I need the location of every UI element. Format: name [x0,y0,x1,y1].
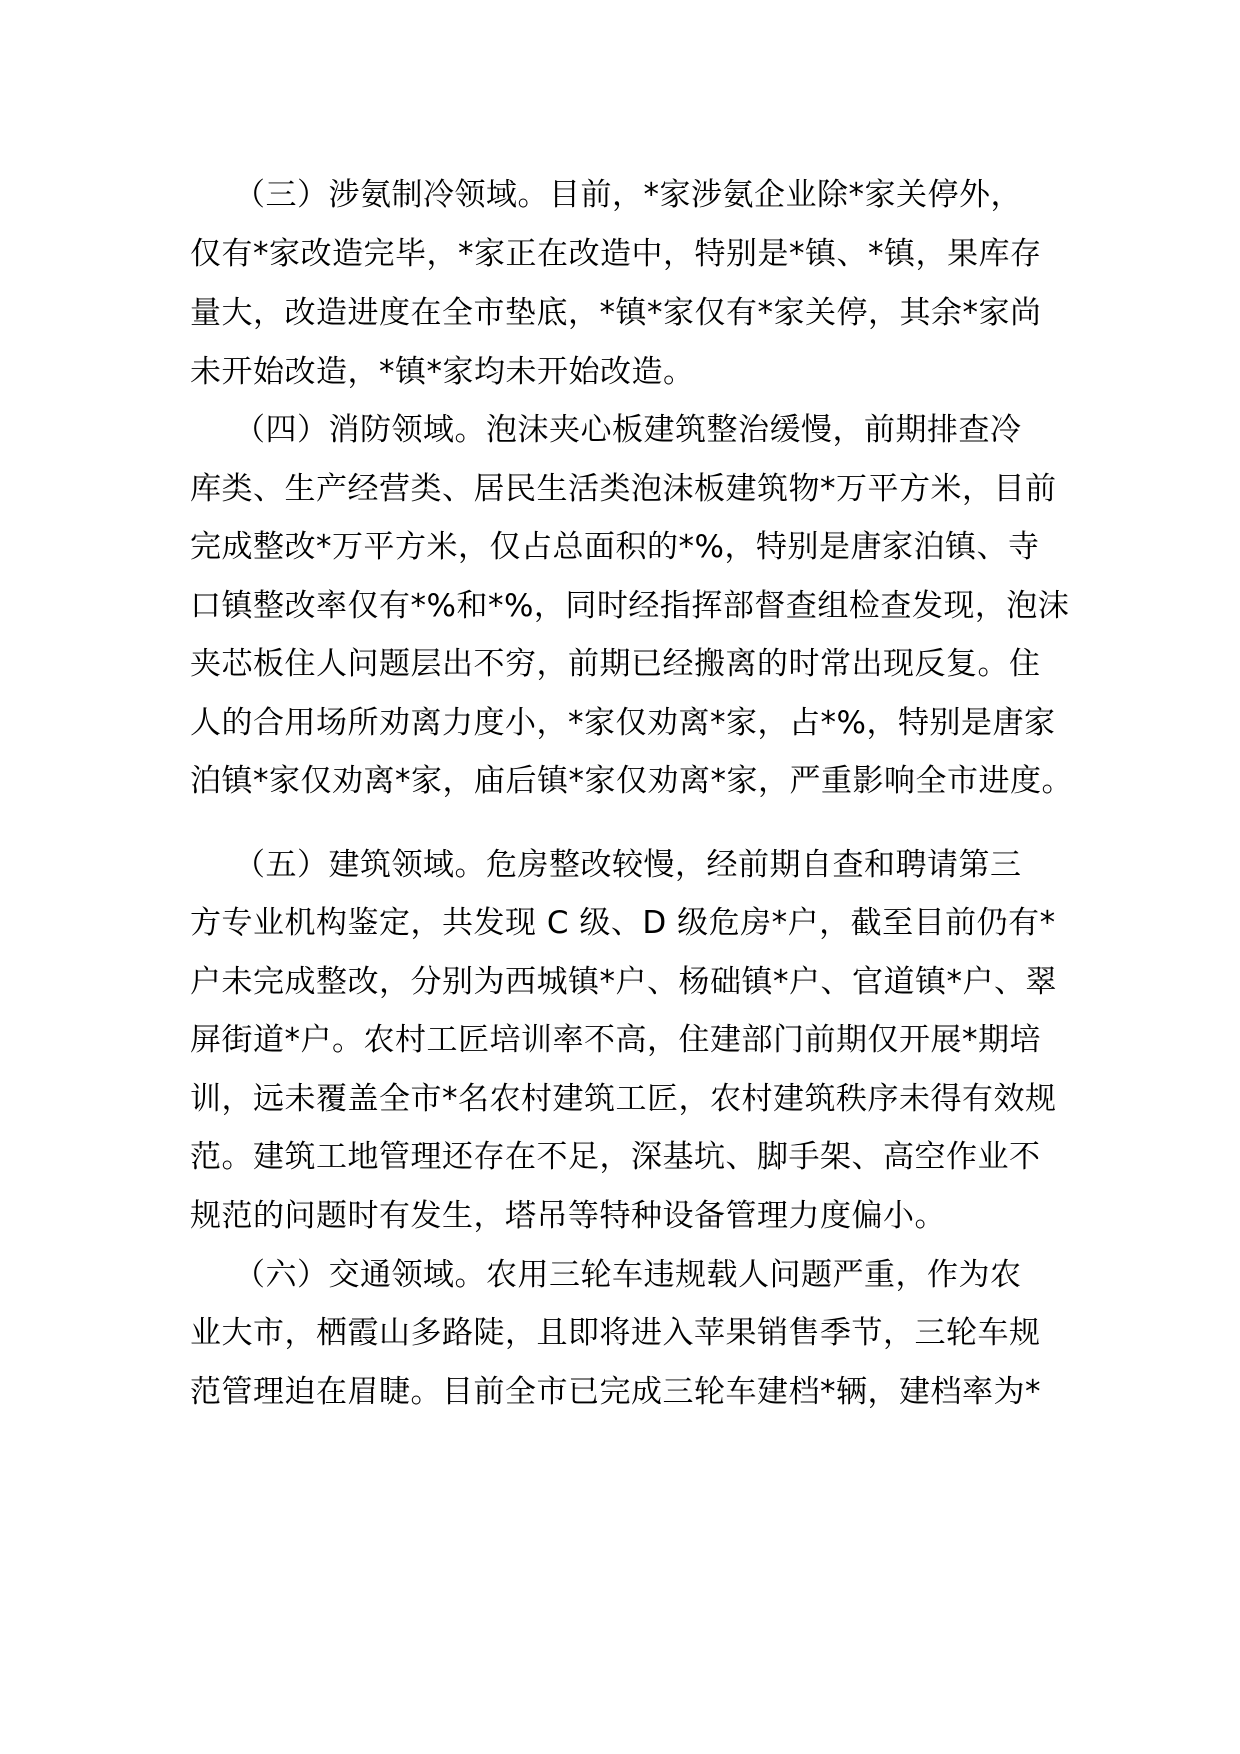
text-line: 方专业机构鉴定，共发现 C 级、D 级危房*户，截至目前仍有* [190,905,1056,941]
text-line: 口镇整改率仅有*%和*%，同时经指挥部督查组检查发现，泡沫 [190,588,1070,624]
text-line: 范。建筑工地管理还存在不足，深基坑、脚手架、高空作业不 [190,1139,1041,1175]
text-line: 户未完成整改，分别为西城镇*户、杨础镇*户、官道镇*户、翠 [190,964,1057,1000]
text-line: 量大，改造进度在全市垫底，*镇*家仅有*家关停，其余*家尚 [190,295,1042,331]
text-line: 库类、生产经营类、居民生活类泡沫板建筑物*万平方米，目前 [190,471,1057,507]
text-line: 夹芯板住人问题层出不穷，前期已经搬离的时常出现反复。住 [190,646,1041,682]
text-line: （四）消防领域。泡沫夹心板建筑整治缓慢，前期排查冷 [234,412,1022,448]
text-line: 范管理迫在眉睫。目前全市已完成三轮车建档*辆，建档率为* [190,1374,1041,1410]
text-line: （六）交通领域。农用三轮车违规载人问题严重，作为农 [234,1257,1022,1293]
text-line: 未开始改造，*镇*家均未开始改造。 [190,354,695,390]
text-line: 业大市，栖霞山多路陡，且即将进入苹果销售季节，三轮车规 [190,1315,1041,1351]
text-line: 训，远未覆盖全市*名农村建筑工匠，农村建筑秩序未得有效规 [190,1081,1057,1117]
text-line: （三）涉氨制冷领域。目前，*家涉氨企业除*家关停外， [234,177,1022,213]
text-line: 屏街道*户。农村工匠培训率不高，住建部门前期仅开展*期培 [190,1022,1041,1058]
text-line: 规范的问题时有发生，塔吊等特种设备管理力度偏小。 [190,1198,946,1234]
text-line: 人的合用场所劝离力度小，*家仅劝离*家，占*%，特别是唐家 [190,705,1056,741]
text-line: 仅有*家改造完毕，*家正在改造中，特别是*镇、*镇，果库存 [190,236,1042,272]
text-line: 泊镇*家仅劝离*家，庙后镇*家仅劝离*家，严重影响全市进度。 [190,763,1073,799]
text-line: （五）建筑领域。危房整改较慢，经前期自查和聘请第三 [234,847,1022,883]
text-line: 完成整改*万平方米，仅占总面积的*%，特别是唐家泊镇、寺 [190,529,1040,565]
